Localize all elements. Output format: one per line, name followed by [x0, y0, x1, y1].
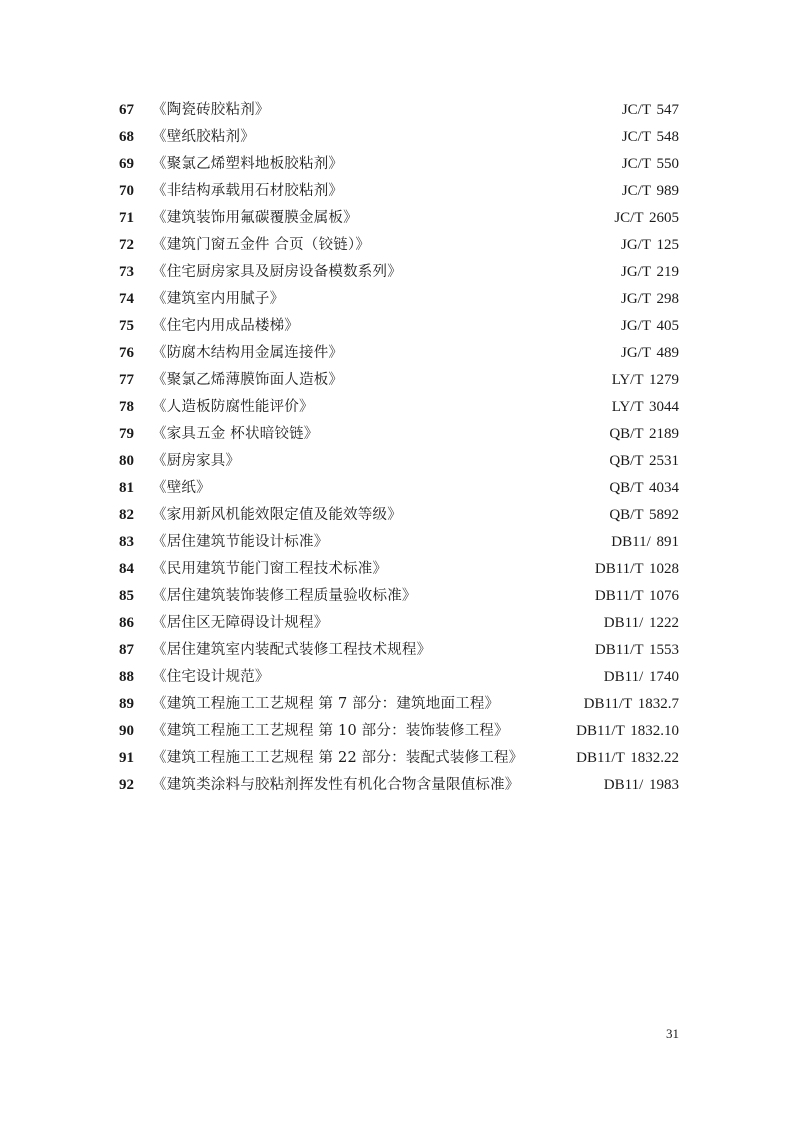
item-number: 77 [119, 372, 134, 388]
item-number: 81 [119, 480, 134, 496]
item-code: DB11/T 1076 [594, 588, 679, 604]
item-number: 92 [119, 777, 134, 793]
list-item [119, 394, 679, 421]
item-title: 《人造板防腐性能评价》 [152, 399, 314, 415]
item-title: 《家用新风机能效限定值及能效等级》 [152, 507, 402, 523]
item-number: 78 [119, 399, 134, 415]
item-title: 《居住建筑室内装配式装修工程技术规程》 [152, 642, 432, 658]
item-number: 82 [119, 507, 134, 523]
list-item [119, 151, 679, 178]
item-title: 《建筑工程施工工艺规程 第 10 部分：装饰装修工程》 [152, 723, 509, 739]
item-title: 《壁纸》 [152, 480, 211, 496]
item-title: 《建筑工程施工工艺规程 第 22 部分：装配式装修工程》 [152, 750, 524, 766]
item-code: JC/T 989 [621, 183, 679, 199]
item-number: 68 [119, 129, 134, 145]
item-number: 86 [119, 615, 134, 631]
item-title: 《壁纸胶粘剂》 [152, 129, 255, 145]
list-item [119, 421, 679, 448]
item-code: DB11/T 1832.7 [583, 696, 679, 712]
list-item [119, 556, 679, 583]
item-title: 《建筑门窗五金件 合页（铰链）》 [152, 237, 371, 253]
item-title: 《建筑工程施工工艺规程 第 7 部分：建筑地面工程》 [152, 696, 500, 712]
list-item [119, 583, 679, 610]
page-number: 31 [666, 1026, 679, 1041]
item-title: 《防腐木结构用金属连接件》 [152, 345, 344, 361]
item-code: DB11/T 1028 [594, 561, 679, 577]
item-code: JC/T 547 [621, 102, 679, 118]
item-number: 79 [119, 426, 134, 442]
item-code: LY/T 1279 [611, 372, 679, 388]
item-code: DB11/ 891 [611, 534, 679, 550]
list-item [119, 637, 679, 664]
item-title: 《家具五金 杯状暗铰链》 [152, 426, 319, 442]
item-code: LY/T 3044 [611, 399, 679, 415]
list-item [119, 340, 679, 367]
list-item [119, 529, 679, 556]
item-title: 《居住建筑装饰装修工程质量验收标准》 [152, 588, 417, 604]
item-code: JG/T 219 [621, 264, 679, 280]
list-item [119, 178, 679, 205]
item-title: 《居住建筑节能设计标准》 [152, 534, 329, 550]
item-title: 《厨房家具》 [152, 453, 241, 469]
item-title: 《建筑类涂料与胶粘剂挥发性有机化合物含量限值标准》 [152, 777, 520, 793]
list-item [119, 367, 679, 394]
list-item [119, 718, 679, 745]
list-item [119, 205, 679, 232]
item-title: 《住宅内用成品楼梯》 [152, 318, 299, 334]
item-title: 《建筑装饰用氟碳覆膜金属板》 [152, 210, 358, 226]
item-title: 《非结构承载用石材胶粘剂》 [152, 183, 344, 199]
list-item [119, 313, 679, 340]
item-code: JG/T 489 [621, 345, 679, 361]
list-item [119, 691, 679, 718]
item-code: JC/T 2605 [614, 210, 679, 226]
item-number: 80 [119, 453, 134, 469]
item-code: JC/T 548 [621, 129, 679, 145]
item-title: 《住宅厨房家具及厨房设备模数系列》 [152, 264, 402, 280]
item-number: 74 [119, 291, 134, 307]
list-item [119, 259, 679, 286]
item-number: 87 [119, 642, 134, 658]
item-code: DB11/ 1983 [603, 777, 679, 793]
list-item [119, 664, 679, 691]
item-title: 《住宅设计规范》 [152, 669, 270, 685]
item-number: 91 [119, 750, 134, 766]
item-code: QB/T 2189 [609, 426, 679, 442]
list-item [119, 475, 679, 502]
item-number: 75 [119, 318, 134, 334]
list-item [119, 502, 679, 529]
item-number: 90 [119, 723, 134, 739]
item-code: JG/T 298 [621, 291, 679, 307]
item-title: 《居住区无障碍设计规程》 [152, 615, 329, 631]
item-number: 73 [119, 264, 134, 280]
item-number: 71 [119, 210, 134, 226]
list-item [119, 610, 679, 637]
item-code: JG/T 405 [621, 318, 679, 334]
list-item [119, 448, 679, 475]
item-title: 《民用建筑节能门窗工程技术标准》 [152, 561, 388, 577]
item-code: DB11/T 1553 [594, 642, 679, 658]
list-item [119, 97, 679, 124]
item-number: 88 [119, 669, 134, 685]
item-code: JC/T 550 [621, 156, 679, 172]
item-code: QB/T 2531 [609, 453, 679, 469]
item-title: 《建筑室内用腻子》 [152, 291, 285, 307]
item-number: 76 [119, 345, 134, 361]
item-code: QB/T 4034 [609, 480, 679, 496]
item-number: 72 [119, 237, 134, 253]
standards-list [119, 97, 679, 799]
item-code: DB11/ 1740 [603, 669, 679, 685]
item-number: 83 [119, 534, 134, 550]
item-number: 84 [119, 561, 134, 577]
item-code: DB11/T 1832.22 [576, 750, 679, 766]
item-code: DB11/ 1222 [603, 615, 679, 631]
list-item [119, 772, 679, 799]
item-code: DB11/T 1832.10 [576, 723, 679, 739]
item-title: 《陶瓷砖胶粘剂》 [152, 102, 270, 118]
list-item [119, 232, 679, 259]
item-title: 《聚氯乙烯塑料地板胶粘剂》 [152, 156, 344, 172]
item-number: 70 [119, 183, 134, 199]
item-number: 85 [119, 588, 134, 604]
list-item [119, 286, 679, 313]
item-code: QB/T 5892 [609, 507, 679, 523]
item-number: 67 [119, 102, 134, 118]
list-item [119, 745, 679, 772]
item-number: 89 [119, 696, 134, 712]
item-code: JG/T 125 [621, 237, 679, 253]
list-item [119, 124, 679, 151]
item-number: 69 [119, 156, 134, 172]
item-title: 《聚氯乙烯薄膜饰面人造板》 [152, 372, 344, 388]
